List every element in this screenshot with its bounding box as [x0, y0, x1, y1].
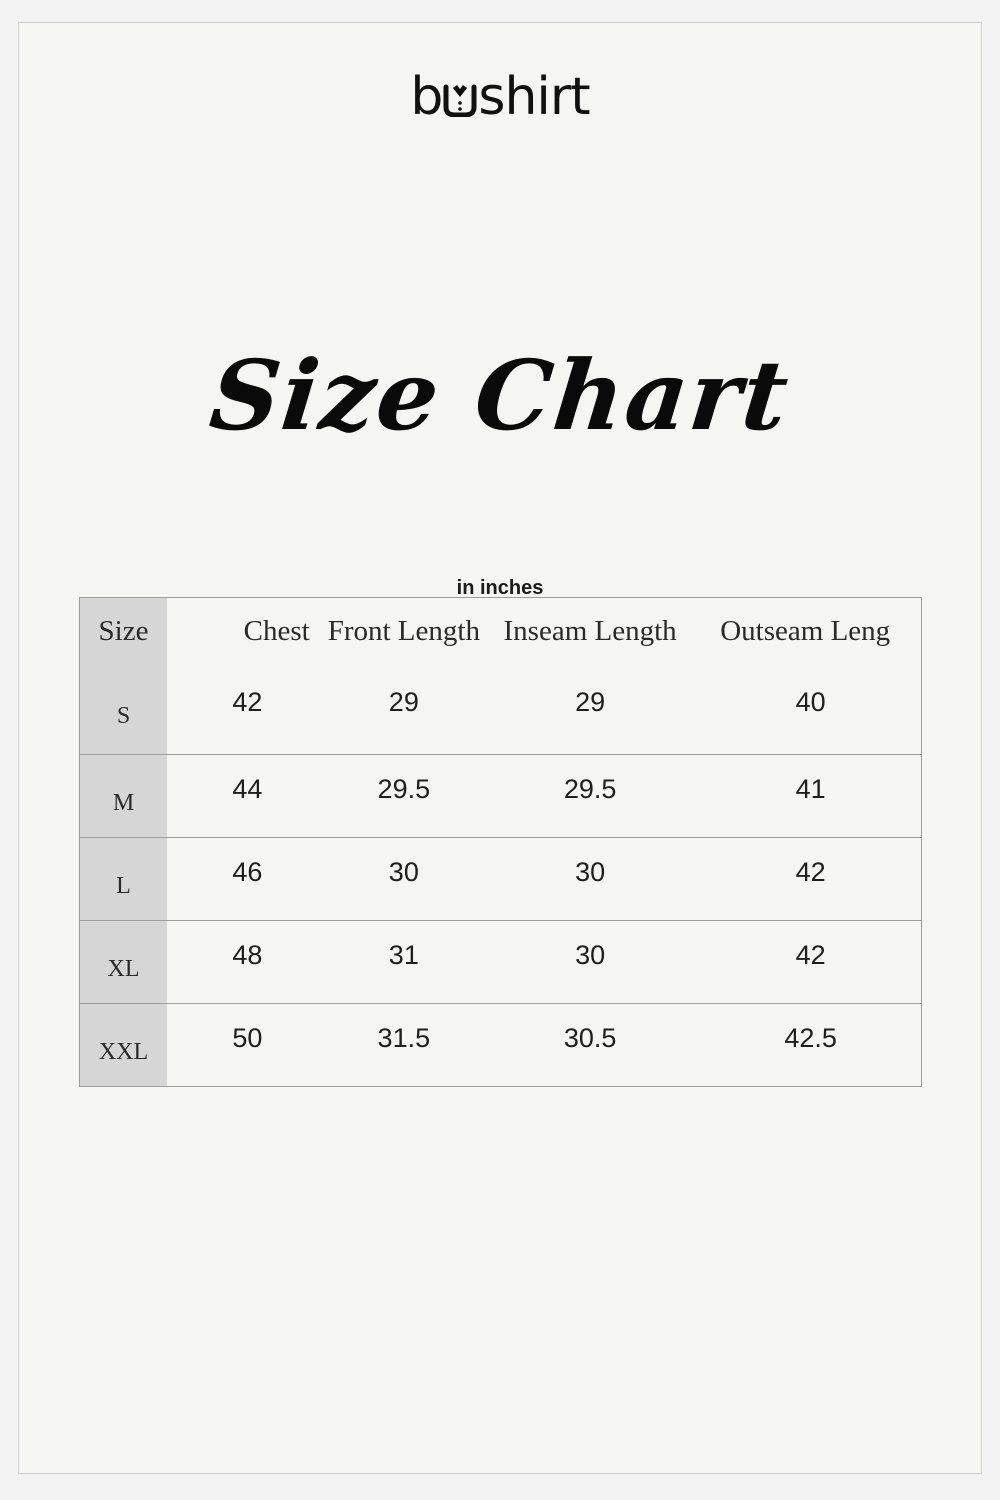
shirt-collar-icon: [443, 77, 477, 117]
front-length-cell: 31.5: [328, 1004, 480, 1087]
header-inseam-length: Inseam Length: [503, 614, 677, 647]
unit-note: in inches: [456, 577, 544, 599]
inseam-length-cell: 30: [480, 921, 700, 1004]
chest-cell: 50: [167, 1004, 328, 1087]
header-outseam-length: Outseam Leng: [720, 614, 891, 647]
inseam-length-cell: 30: [480, 838, 700, 921]
size-cell: M: [80, 755, 168, 838]
table-row: [80, 1004, 922, 1087]
table-row: [80, 664, 922, 755]
front-length-cell: 30: [328, 838, 480, 921]
brand-logo-text-left: b: [410, 67, 443, 127]
size-cell: L: [80, 838, 168, 921]
front-length-cell: 29.5: [328, 755, 480, 838]
size-chart-sheet: [18, 22, 982, 1474]
chest-cell: 48: [167, 921, 328, 1004]
header-size: Size: [80, 598, 168, 665]
page-title: Size Chart: [205, 339, 796, 452]
outseam-length-cell: 41: [700, 755, 921, 838]
outseam-length-cell: 42: [700, 921, 921, 1004]
inseam-length-cell: 29: [575, 686, 606, 717]
table-row: [80, 755, 922, 838]
header-chest: Chest: [243, 614, 310, 647]
size-cell: XL: [80, 921, 168, 1004]
outseam-length-cell: 42: [700, 838, 921, 921]
inseam-length-cell: 30.5: [480, 1004, 700, 1087]
table-row: [80, 921, 922, 1004]
chest-cell: 42: [232, 686, 263, 717]
header-front-length: Front Length: [327, 614, 480, 647]
table-header-row: [80, 598, 922, 665]
size-cell: S: [80, 664, 168, 755]
outseam-length-cell: 40: [795, 686, 826, 717]
table-row: [80, 838, 922, 921]
chest-cell: 44: [167, 755, 328, 838]
outseam-length-cell: 42.5: [700, 1004, 921, 1087]
chest-cell: 46: [167, 838, 328, 921]
front-length-cell: 29: [388, 686, 419, 717]
brand-logo-text-right: shirt: [478, 67, 590, 127]
size-cell: XXL: [80, 1004, 168, 1087]
size-table: [79, 597, 922, 1087]
front-length-cell: 31: [328, 921, 480, 1004]
inseam-length-cell: 29.5: [480, 755, 700, 838]
brand-logo: [19, 67, 981, 127]
brand-logo-wordmark: [410, 67, 590, 127]
